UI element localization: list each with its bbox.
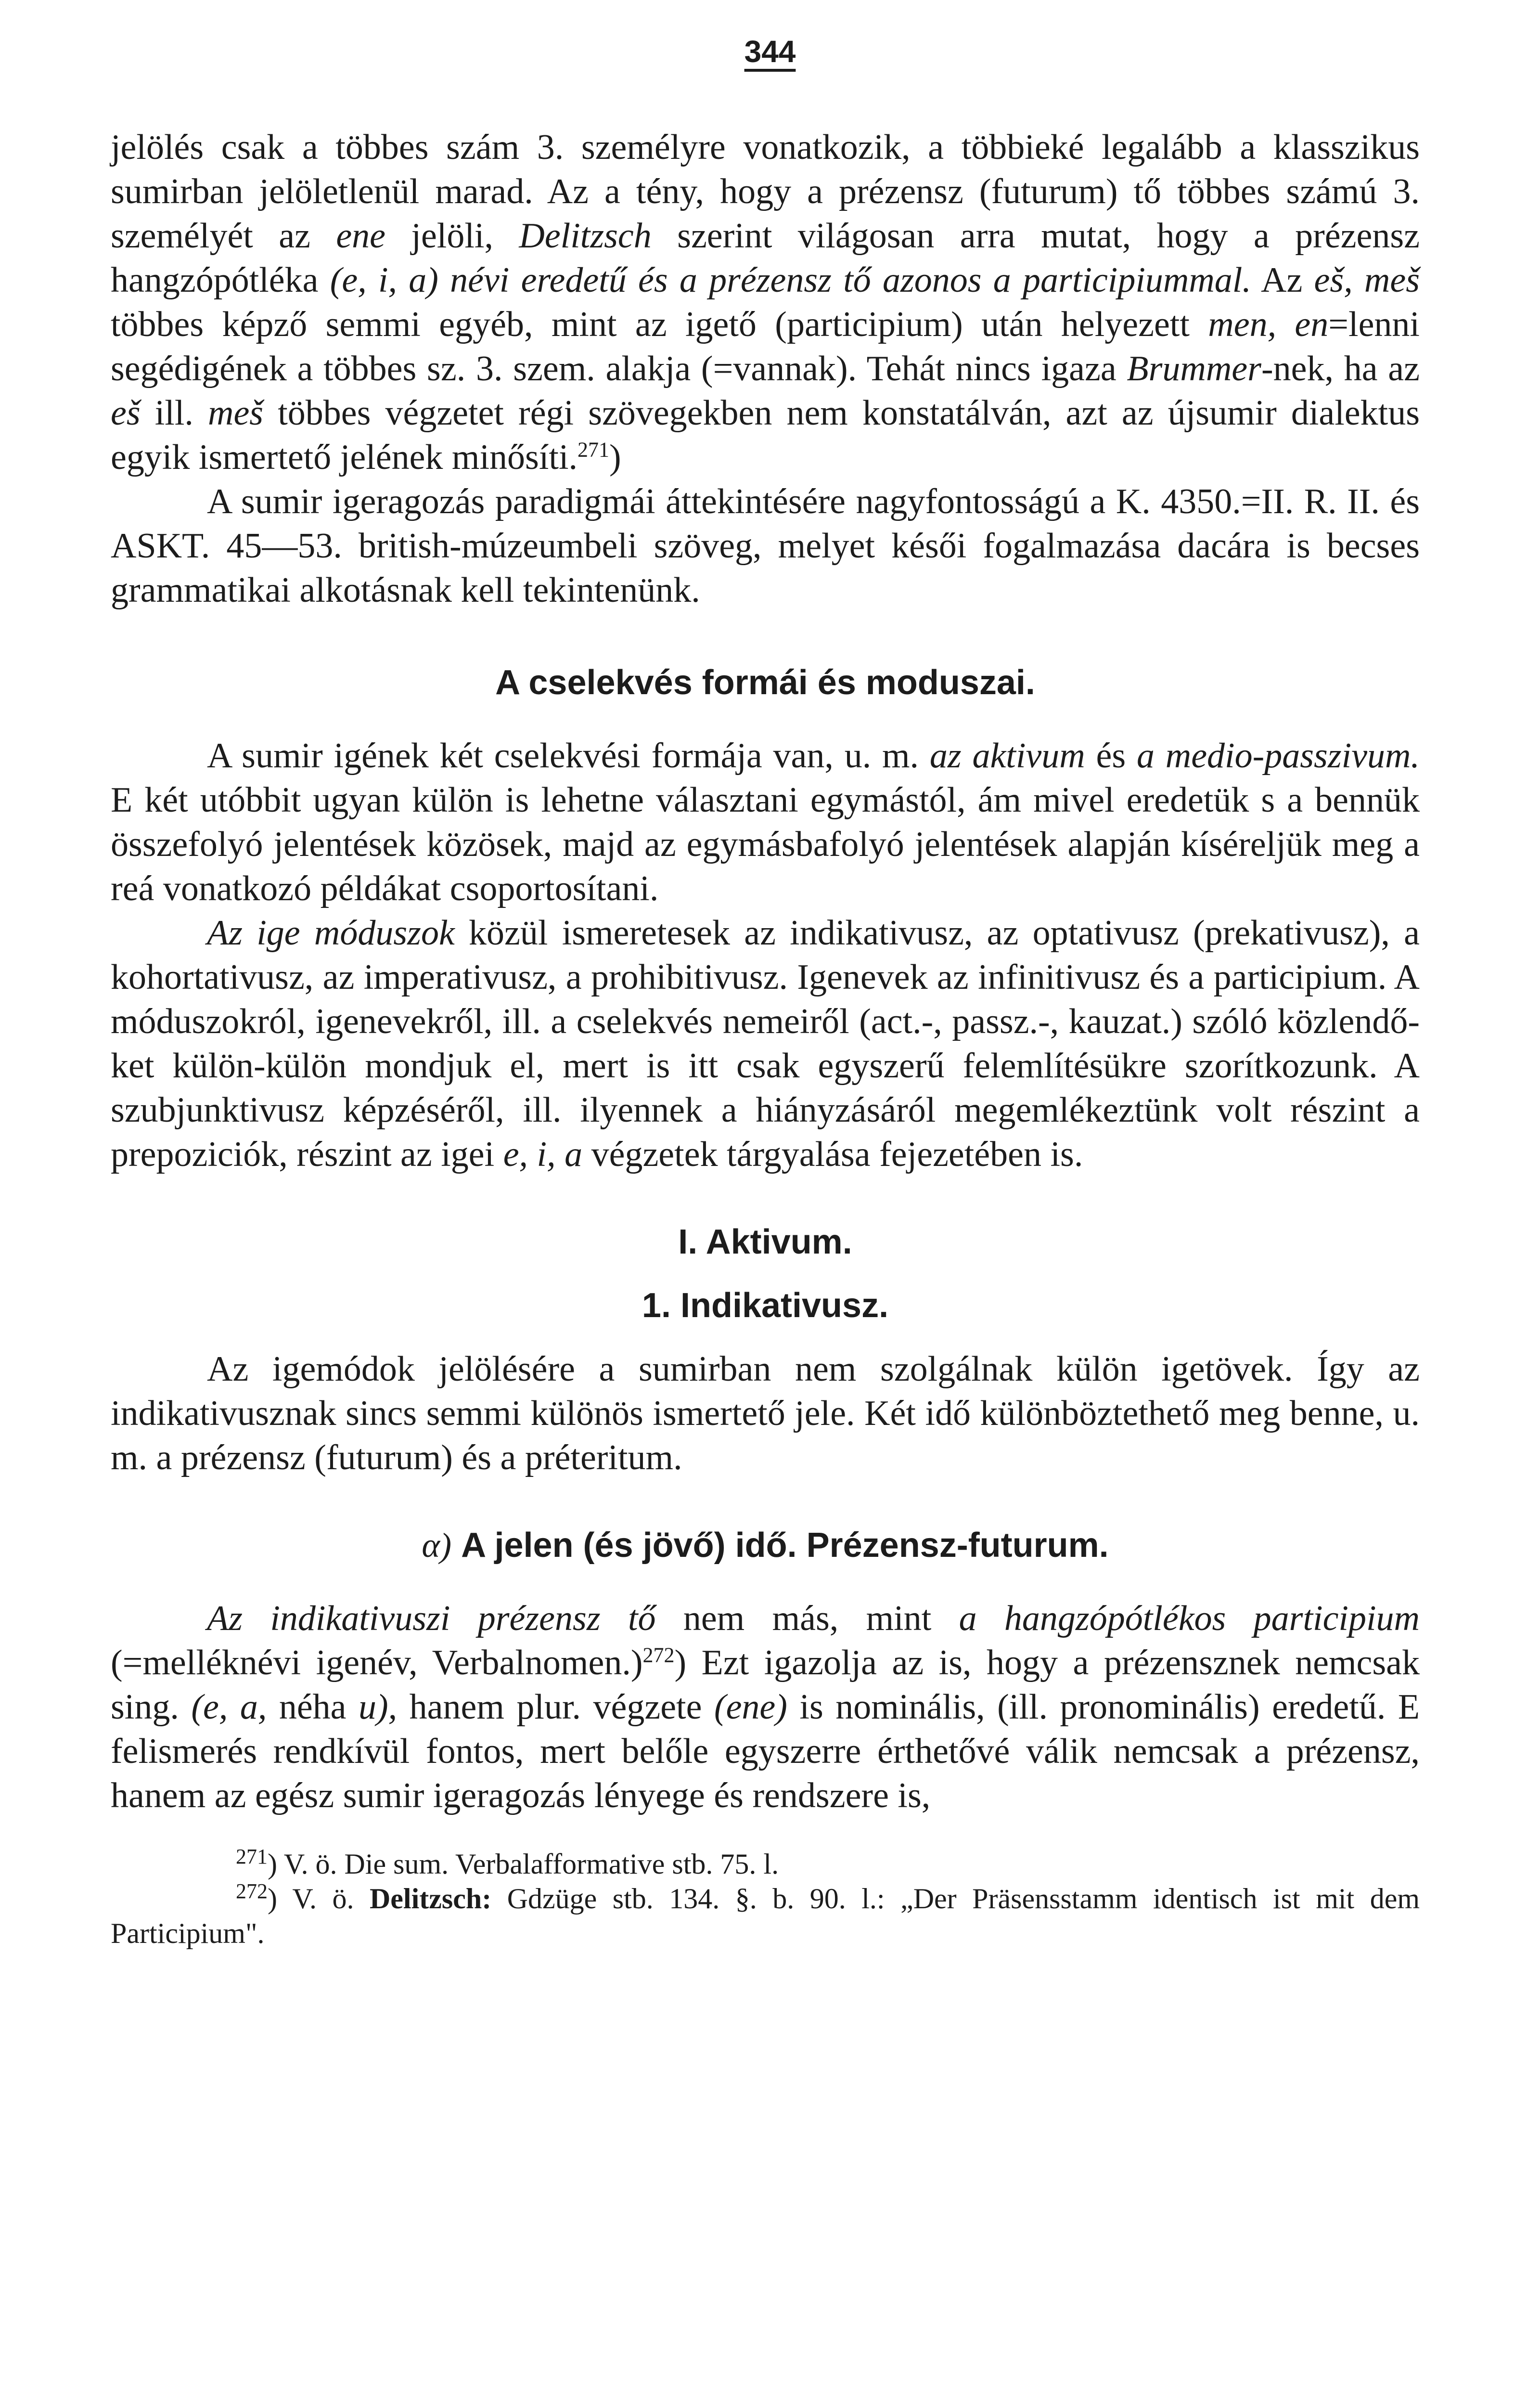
paragraph-6: Az indikativuszi prézensz tő nem más, mint a hangzópótlékos participium (=melléknévi igenév, Verbalnomen.)$^{272}$) Ezt igazolja az is, hogy a prézensznek nemcsak sing. (e, a, néha u), hanem plur. végzete (ene) is nominális, (ill. pronominális) eredetű. E felismerés rendkívül fontos, mert belőle egyszerre érthetővé válik nemcsak a prézensz, hanem az egész sumir igeragozás lényege és rendszere is, (111, 1599, 1420, 1815)
body-text (111, 125, 1420, 1951)
footnote-ref-271: 271 (578, 438, 610, 462)
heading-prezensz: α) A jelen (és jövő) idő. Prézensz-futurum. (422, 1526, 1109, 1565)
paragraph-1: jelölés csak a többes szám 3. személyre vonatkozik, a többieké legalább a klasszikus sumirban jelöletlenül marad. Az a tény, hogy a prézensz (futurum) tő többes számú 3. személyét az ene jelöli, Delitzsch szerint világosan arra mutat, hogy a prézensz hangzópótléka (e, i, a) névi eredetű és a prézensz tő azonos a participiummal. Az eš, meš többes képző semmi egyéb, mint az igető (participium) után helyezett men, en=lenni segédigének a többes sz. 3. szem. alakja (=vannak). Tehát nincs igaza Brummer-nek, ha az eš ill. meš többes végzetet régi szövegekben nem konstatálván, azt az újsumir dialektus egyik ismertető jelének minősíti.$^{271}$) (111, 128, 1420, 477)
paragraph-2: A sumir igeragozás paradigmái áttekintésére nagyfontosságú a K. 4350.=II. R. II. és ASKT. 45—53. british-múzeumbeli szöveg, melyet késői fogalmazása dacára is becses grammatikai alkotásnak kell tekintenünk. (111, 482, 1420, 610)
paragraph-3: A sumir igének két cselekvési formája van, u. m. az aktivum és a medio-passzivum. E két utóbbit ugyan külön is lehetne választani egymástól, ám mivel eredetük s a bennük összefolyó jelentések közösek, majd az egymásbafolyó jelentések alapján kíséreljük meg a reá vonatkozó példákat csoportosítani. (111, 736, 1420, 908)
page-number: 344 (744, 34, 796, 69)
section-heading: A cselekvés formái és modusza​i. (495, 663, 1035, 702)
footnotes (111, 1847, 1420, 1951)
footnote-272: $^{272}$) V. ö. Delitzsch: Gdzüge stb. 134. §. b. 90. l.: „Der Präsensstamm identisch ist mit dem Participium". (111, 1879, 1420, 1949)
paragraph-4: Az ige móduszok közül ismeretesek az indikativusz, az optativusz (prekativusz), a kohortativusz, az imperativusz, a prohibitivusz. Igenevek az infinitivusz és a participium. A móduszokról, igenevekről, ill. a cselekvés nemeiről (act.-, passz.-, kauzat.) szóló közlendőket külön-külön mondjuk el, mert is itt csak egyszerű felemlítésükre szorítkozunk. A szubjunktivusz képzéséről, ill. ilyennek a hiányzásáról megemlékeztünk volt részint a prepoziciók, részint az igei e, i, a végzetek tárgyalása fejezetében is. (111, 913, 1420, 1174)
heading-alpha-marker: α) (422, 1526, 452, 1565)
footnote-ref-272: 272 (642, 1643, 675, 1667)
heading-indikativusz: 1. Indikativusz. (642, 1286, 889, 1325)
paragraph-5: Az igemódok jelölésére a sumirban nem szolgálnak külön igetövek. Így az indikativusznak sincs semmi különös ismertető jele. Két idő különböztethető meg benne, u. m. a prézensz (futurum) és a préteritum. (111, 1349, 1420, 1477)
heading-aktivum: I. Aktivum. (678, 1223, 852, 1261)
footnote-271: $^{271}$) V. ö. Die sum. Verbalafformative stb. 75. l. (236, 1845, 779, 1880)
